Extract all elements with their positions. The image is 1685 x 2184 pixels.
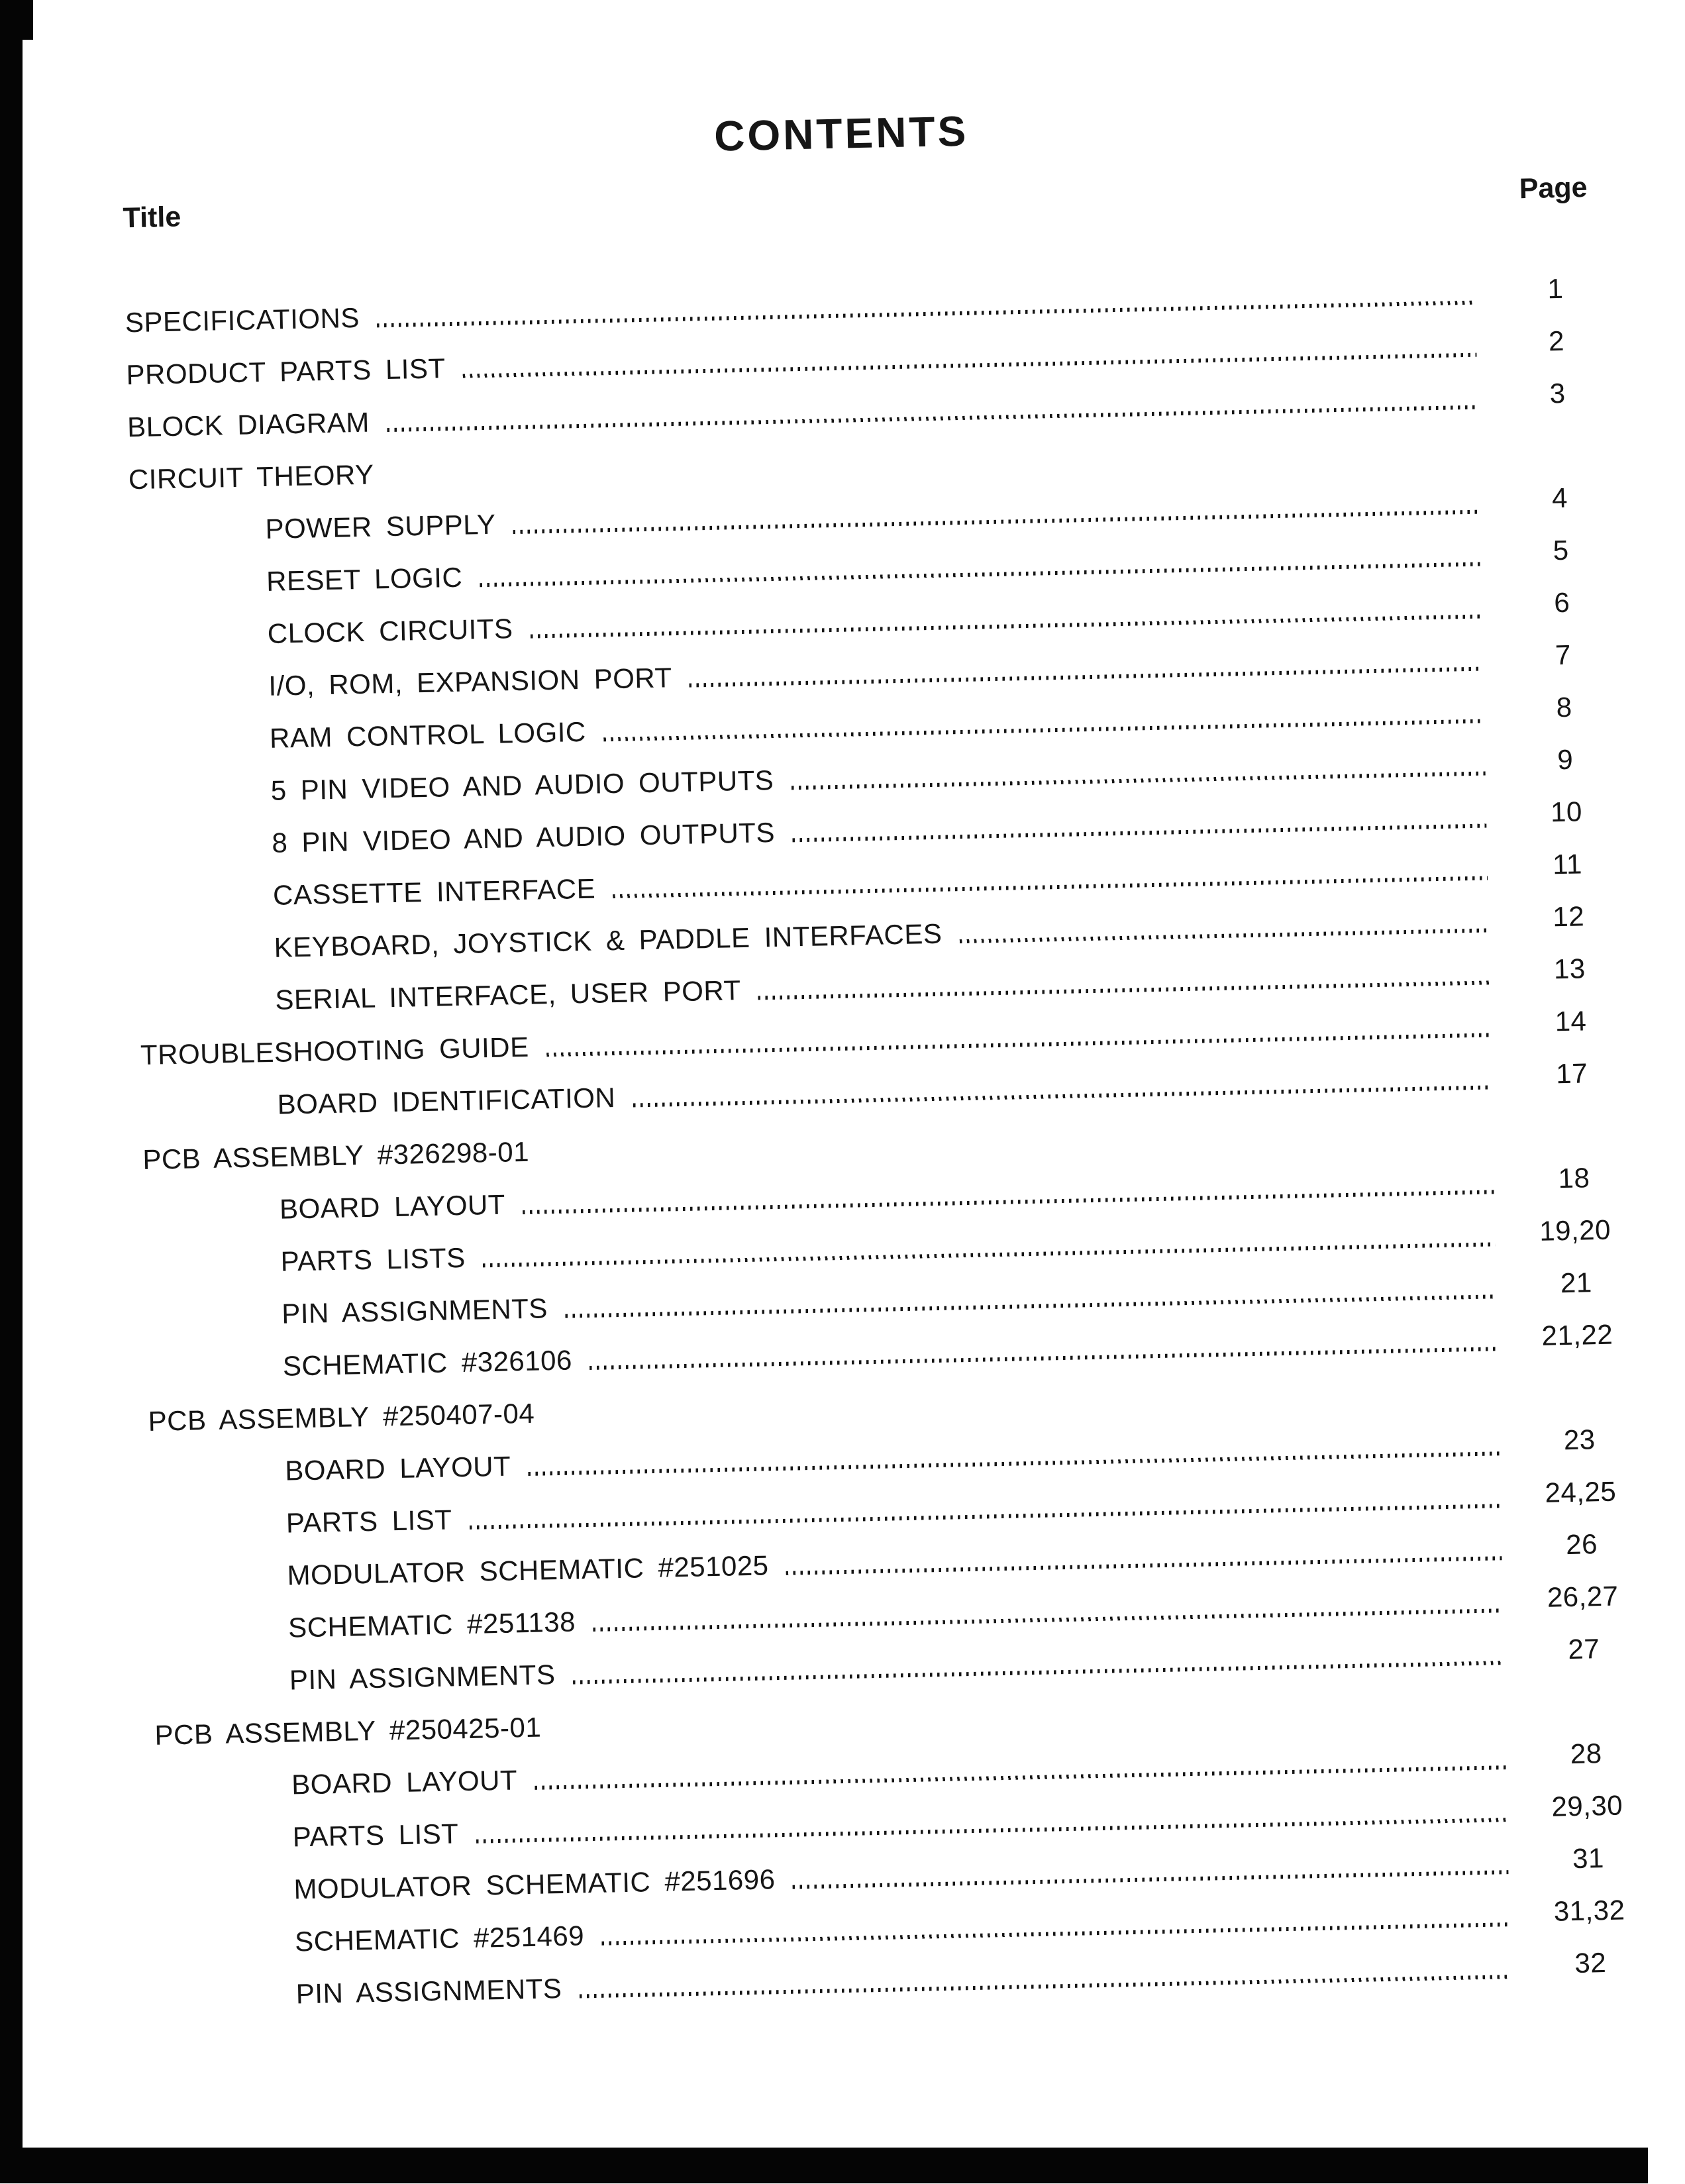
- toc-entry-label: CLOCK CIRCUITS: [267, 612, 513, 649]
- toc-entry-page-number: 5: [1553, 534, 1570, 566]
- dot-leader: [959, 928, 1488, 943]
- dot-leader: [758, 980, 1490, 1000]
- toc-entry-page-number: 8: [1556, 691, 1572, 723]
- dot-leader: [480, 562, 1481, 587]
- toc-entry-label: BOARD IDENTIFICATION: [277, 1081, 616, 1120]
- dot-leader: [791, 771, 1485, 790]
- page-title: CONTENTS: [713, 107, 969, 160]
- dot-leader: [476, 1818, 1507, 1844]
- toc-entry-label: TROUBLESHOOTING GUIDE: [140, 1031, 530, 1070]
- toc-entry-label: BLOCK DIAGRAM: [127, 406, 370, 442]
- toc-entry-label: KEYBOARD, JOYSTICK & PADDLE INTERFACES: [274, 917, 943, 963]
- toc-entry-label: PCB ASSEMBLY #326298-01: [142, 1135, 530, 1175]
- toc-entry-page-number: 27: [1568, 1632, 1600, 1665]
- toc-entry-label: SCHEMATIC #251469: [294, 1919, 585, 1957]
- column-header-page: Page: [1519, 172, 1588, 205]
- toc-entry-label: CIRCUIT THEORY: [128, 458, 375, 495]
- toc-entry-page-number: 26,27: [1547, 1580, 1619, 1613]
- toc-entry-label: CASSETTE INTERFACE: [272, 872, 596, 911]
- dot-leader: [523, 1190, 1494, 1214]
- dot-leader: [580, 1975, 1511, 1998]
- toc-entry-page-number: 13: [1553, 952, 1586, 984]
- toc-entry-label: PIN ASSIGNMENTS: [289, 1658, 556, 1696]
- toc-entry-page-number: 31: [1572, 1842, 1605, 1874]
- toc-entry-label: PIN ASSIGNMENTS: [281, 1292, 548, 1329]
- toc-entry-label: PCB ASSEMBLY #250407-04: [148, 1397, 535, 1437]
- dot-leader: [603, 719, 1484, 741]
- toc-entry-label: PARTS LIST: [292, 1817, 459, 1853]
- toc-entry-page-number: 3: [1549, 377, 1566, 409]
- column-header-title: Title: [123, 201, 181, 234]
- toc-entry-label: SPECIFICATIONS: [125, 301, 360, 338]
- toc-entry-page-number: 11: [1552, 847, 1583, 880]
- dot-leader: [535, 1765, 1506, 1790]
- toc-entry-label: PCB ASSEMBLY #250425-01: [154, 1711, 542, 1751]
- dot-leader: [463, 352, 1477, 378]
- dot-leader: [793, 1870, 1509, 1889]
- dot-leader: [589, 1347, 1498, 1370]
- toc-list: [125, 265, 1667, 2023]
- toc-entry-label: RAM CONTROL LOGIC: [269, 715, 587, 754]
- dot-leader: [573, 1661, 1504, 1684]
- toc-entry-page-number: 26: [1565, 1528, 1598, 1560]
- dot-leader: [470, 1504, 1501, 1530]
- toc-entry-label: MODULATOR SCHEMATIC #251025: [287, 1549, 769, 1591]
- toc-entry-page-number: 21: [1560, 1266, 1593, 1298]
- toc-entry-page-number: 32: [1574, 1946, 1607, 1979]
- toc-entry-page-number: 10: [1550, 795, 1583, 827]
- dot-leader: [601, 1922, 1509, 1946]
- toc-entry-page-number: 14: [1555, 1004, 1587, 1037]
- toc-entry-page-number: 17: [1555, 1057, 1588, 1089]
- toc-entry-label: 8 PIN VIDEO AND AUDIO OUTPUTS: [271, 816, 776, 858]
- scan-artifact-left-bar: [0, 0, 23, 2183]
- toc-entry-label: 5 PIN VIDEO AND AUDIO OUTPUTS: [270, 764, 774, 806]
- dot-leader: [792, 823, 1486, 842]
- dot-leader: [786, 1556, 1502, 1575]
- dot-leader: [565, 1294, 1496, 1318]
- toc-entry-page-number: 29,30: [1551, 1789, 1623, 1822]
- toc-entry-label: POWER SUPPLY: [265, 508, 496, 545]
- toc-entry-page-number: 28: [1570, 1737, 1603, 1769]
- dot-leader: [528, 1451, 1500, 1476]
- toc-entry-page-number: 4: [1551, 482, 1568, 513]
- dot-leader: [613, 876, 1488, 898]
- dot-leader: [633, 1085, 1492, 1107]
- toc-entry-label: PRODUCT PARTS LIST: [126, 352, 446, 390]
- toc-entry-page-number: 12: [1552, 900, 1585, 932]
- toc-entry-page-number: 2: [1548, 325, 1565, 356]
- toc-entry-label: RESET LOGIC: [266, 561, 463, 597]
- toc-entry-label: BOARD LAYOUT: [284, 1450, 511, 1486]
- toc-entry-label: SERIAL INTERFACE, USER PORT: [274, 974, 742, 1015]
- dot-leader: [483, 1242, 1496, 1267]
- toc-entry-page-number: 18: [1558, 1161, 1590, 1194]
- toc-entry-label: PARTS LISTS: [280, 1241, 466, 1277]
- toc-entry-page-number: 21,22: [1541, 1318, 1613, 1351]
- toc-entry-page-number: 9: [1557, 743, 1574, 775]
- column-headers: [123, 173, 1629, 233]
- dot-leader: [593, 1608, 1503, 1632]
- toc-entry-label: BOARD LAYOUT: [291, 1763, 518, 1800]
- dot-leader: [387, 405, 1478, 431]
- toc-entry-label: SCHEMATIC #326106: [282, 1344, 573, 1382]
- toc-entry-page-number: 19,20: [1539, 1214, 1611, 1247]
- toc-entry-page-number: 23: [1563, 1423, 1596, 1455]
- column-header-spacer: [181, 199, 1478, 227]
- toc-entry-label: I/O, ROM, EXPANSION PORT: [268, 661, 673, 702]
- toc-entry-page-number: 31,32: [1553, 1893, 1625, 1927]
- toc-entry-label: PIN ASSIGNMENTS: [295, 1972, 562, 2009]
- toc-entry-label: BOARD LAYOUT: [279, 1188, 506, 1225]
- dot-leader: [689, 666, 1484, 687]
- dot-leader: [377, 300, 1476, 327]
- toc-entry-label: SCHEMATIC #251138: [287, 1606, 576, 1643]
- toc-entry-page-number: 6: [1553, 586, 1570, 618]
- toc-entry-label: MODULATOR SCHEMATIC #251696: [293, 1863, 776, 1905]
- toc-entry-page-number: 1: [1547, 272, 1564, 304]
- scan-artifact-bottom-bar: [17, 2148, 1648, 2183]
- scan-artifact-corner-blob: [0, 0, 33, 40]
- toc-entry-page-number: 7: [1555, 639, 1572, 670]
- dot-leader: [546, 1033, 1491, 1057]
- toc-entry-label: PARTS LIST: [285, 1503, 452, 1539]
- dot-leader: [513, 509, 1480, 534]
- dot-leader: [531, 614, 1482, 638]
- toc-entry-page-number: 24,25: [1545, 1475, 1617, 1508]
